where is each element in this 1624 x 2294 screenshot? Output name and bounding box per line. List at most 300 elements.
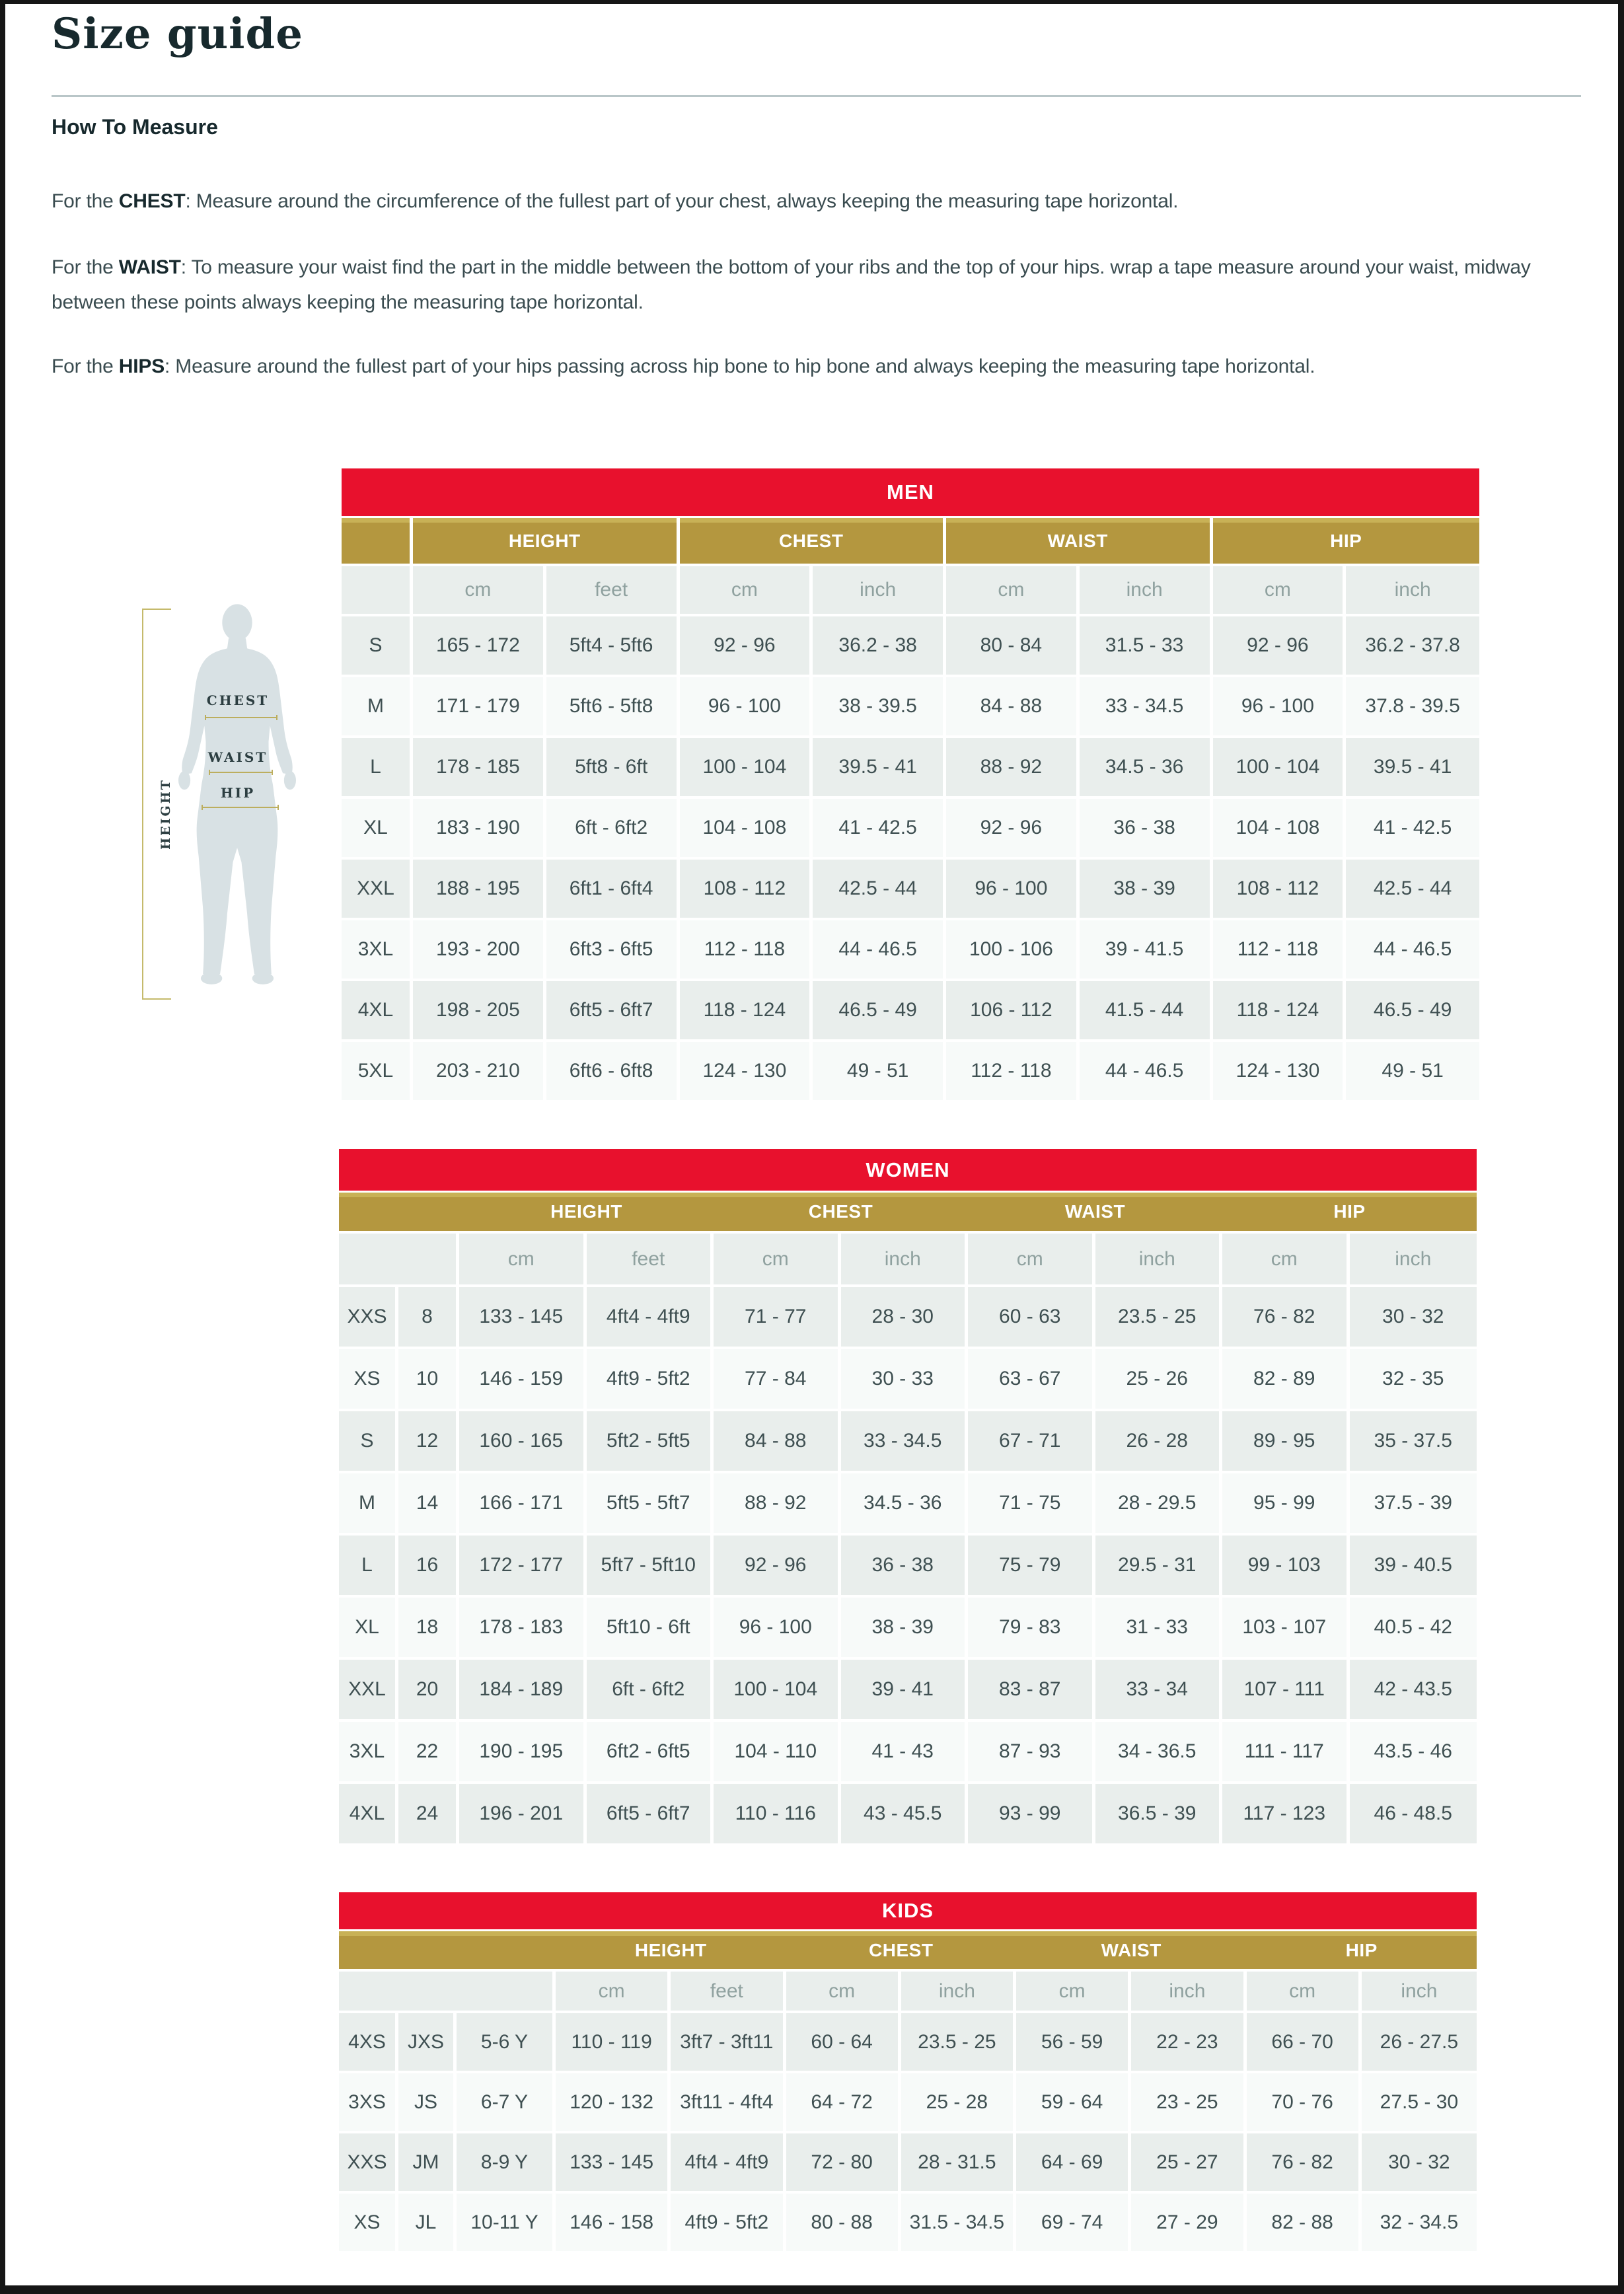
women-size-cell: 22 — [398, 1722, 459, 1784]
women-table-row — [339, 1287, 1477, 1349]
kids-size-cell: 5-6 Y — [457, 2013, 556, 2073]
kids-value-cell: 27 - 29 — [1131, 2194, 1246, 2254]
kids-group-header-lead — [339, 1931, 556, 1972]
women-table-row — [339, 1536, 1477, 1598]
men-value-cell: 44 - 46.5 — [1346, 920, 1479, 981]
men-value-cell: 46.5 - 49 — [813, 981, 946, 1042]
kids-value-cell: 31.5 - 34.5 — [901, 2194, 1016, 2254]
hip-measure-line — [202, 807, 279, 808]
kids-value-cell: 25 - 27 — [1131, 2133, 1246, 2194]
kids-table-title: KIDS — [339, 1892, 1477, 1929]
kids-value-cell: 64 - 69 — [1016, 2133, 1131, 2194]
men-value-cell: 100 - 104 — [680, 738, 813, 799]
hip-measure-label: HIP — [220, 785, 256, 801]
men-value-cell: 49 - 51 — [813, 1042, 946, 1103]
women-value-cell: 63 - 67 — [968, 1349, 1095, 1411]
men-value-cell: 112 - 118 — [946, 1042, 1080, 1103]
women-value-cell: 178 - 183 — [459, 1598, 587, 1660]
men-value-cell: 104 - 108 — [680, 799, 813, 860]
men-value-cell: 36.2 - 37.8 — [1346, 616, 1479, 677]
men-size-table — [342, 468, 1479, 1103]
title-divider — [52, 95, 1581, 97]
men-value-cell: 39.5 - 41 — [1346, 738, 1479, 799]
women-value-cell: 93 - 99 — [968, 1784, 1095, 1846]
women-unit-label: inch — [841, 1234, 969, 1287]
kids-value-cell: 76 - 82 — [1247, 2133, 1362, 2194]
kids-value-cell: 28 - 31.5 — [901, 2133, 1016, 2194]
women-value-cell: 30 - 33 — [841, 1349, 969, 1411]
kids-group-header-height: HEIGHT — [556, 1931, 786, 1972]
men-value-cell: 92 - 96 — [680, 616, 813, 677]
women-value-cell: 76 - 82 — [1222, 1287, 1350, 1349]
men-value-cell: 112 - 118 — [680, 920, 813, 981]
women-table-row — [339, 1349, 1477, 1411]
kids-value-cell: 64 - 72 — [786, 2073, 901, 2133]
women-value-cell: 88 - 92 — [714, 1473, 841, 1536]
women-unit-label: cm — [714, 1234, 841, 1287]
men-size-cell: L — [342, 738, 413, 799]
women-size-cell: XXL — [339, 1660, 398, 1722]
men-value-cell: 36 - 38 — [1080, 799, 1213, 860]
women-value-cell: 146 - 159 — [459, 1349, 587, 1411]
men-table-row — [342, 920, 1479, 981]
kids-value-cell: 25 - 28 — [901, 2073, 1016, 2133]
women-value-cell: 77 - 84 — [714, 1349, 841, 1411]
men-value-cell: 44 - 46.5 — [1080, 1042, 1213, 1103]
women-value-cell: 25 - 26 — [1095, 1349, 1223, 1411]
women-value-cell: 87 - 93 — [968, 1722, 1095, 1784]
waist-measure-label: WAIST — [207, 749, 268, 765]
men-table-row — [342, 860, 1479, 920]
women-value-cell: 99 - 103 — [1222, 1536, 1350, 1598]
men-value-cell: 188 - 195 — [413, 860, 546, 920]
women-value-cell: 31 - 33 — [1095, 1598, 1223, 1660]
women-value-cell: 5ft2 - 5ft5 — [587, 1411, 714, 1473]
women-size-cell: 20 — [398, 1660, 459, 1722]
men-value-cell: 46.5 - 49 — [1346, 981, 1479, 1042]
kids-size-cell: 4XS — [339, 2013, 398, 2073]
men-value-cell: 33 - 34.5 — [1080, 677, 1213, 738]
women-table-row — [339, 1660, 1477, 1722]
men-size-cell: S — [342, 616, 413, 677]
women-value-cell: 104 - 110 — [714, 1722, 841, 1784]
kids-value-cell: 26 - 27.5 — [1362, 2013, 1477, 2073]
women-value-cell: 36.5 - 39 — [1095, 1784, 1223, 1846]
women-value-cell: 43 - 45.5 — [841, 1784, 969, 1846]
men-unit-label: cm — [413, 566, 546, 616]
women-size-cell: 14 — [398, 1473, 459, 1536]
women-value-cell: 5ft5 - 5ft7 — [587, 1473, 714, 1536]
men-group-header-lead — [342, 518, 413, 566]
women-value-cell: 190 - 195 — [459, 1722, 587, 1784]
men-value-cell: 92 - 96 — [946, 799, 1080, 860]
men-unit-label: cm — [1213, 566, 1347, 616]
men-group-header-waist: WAIST — [946, 518, 1213, 566]
women-value-cell: 39 - 41 — [841, 1660, 969, 1722]
men-unit-label: inch — [813, 566, 946, 616]
men-size-cell: M — [342, 677, 413, 738]
women-value-cell: 46 - 48.5 — [1350, 1784, 1477, 1846]
men-value-cell: 118 - 124 — [1213, 981, 1347, 1042]
women-value-cell: 75 - 79 — [968, 1536, 1095, 1598]
women-value-cell: 28 - 29.5 — [1095, 1473, 1223, 1536]
waist-instruction-text: : To measure your waist find the part in the middle between the bottom of your ribs and the top of your hips. wrap a tape measure around your waist, midway between these points always keeping the measuring tape horizontal. — [52, 256, 1531, 313]
chest-measure-label: CHEST — [206, 692, 270, 708]
men-group-header-chest: CHEST — [680, 518, 947, 566]
women-value-cell: 34.5 - 36 — [841, 1473, 969, 1536]
women-group-header-lead — [339, 1193, 459, 1234]
men-value-cell: 96 - 100 — [946, 860, 1080, 920]
men-value-cell: 5ft4 - 5ft6 — [546, 616, 680, 677]
men-value-cell: 5ft6 - 5ft8 — [546, 677, 680, 738]
men-value-cell: 112 - 118 — [1213, 920, 1347, 981]
men-unit-label: inch — [1080, 566, 1213, 616]
kids-value-cell: 27.5 - 30 — [1362, 2073, 1477, 2133]
men-value-cell: 41 - 42.5 — [1346, 799, 1479, 860]
men-value-cell: 84 - 88 — [946, 677, 1080, 738]
hips-instruction-label: HIPS — [118, 355, 165, 377]
height-measure-label: HEIGHT — [158, 778, 173, 850]
women-value-cell: 40.5 - 42 — [1350, 1598, 1477, 1660]
women-table-row — [339, 1411, 1477, 1473]
women-value-cell: 38 - 39 — [841, 1598, 969, 1660]
men-value-cell: 5ft8 - 6ft — [546, 738, 680, 799]
men-value-cell: 42.5 - 44 — [813, 860, 946, 920]
kids-value-cell: 56 - 59 — [1016, 2013, 1131, 2073]
men-value-cell: 124 - 130 — [680, 1042, 813, 1103]
women-table-grid — [339, 1193, 1477, 1846]
kids-unit-label: feet — [671, 1972, 786, 2013]
women-value-cell: 92 - 96 — [714, 1536, 841, 1598]
women-value-cell: 4ft4 - 4ft9 — [587, 1287, 714, 1349]
kids-size-cell: XS — [339, 2194, 398, 2254]
chest-measure-line — [205, 717, 277, 718]
men-value-cell: 41 - 42.5 — [813, 799, 946, 860]
men-value-cell: 88 - 92 — [946, 738, 1080, 799]
women-value-cell: 89 - 95 — [1222, 1411, 1350, 1473]
chest-instruction — [52, 184, 1578, 219]
men-units-lead — [342, 566, 413, 616]
waist-instruction-prefix: For the — [52, 256, 119, 278]
women-value-cell: 83 - 87 — [968, 1660, 1095, 1722]
kids-unit-label: cm — [1247, 1972, 1362, 2013]
kids-value-cell: 72 - 80 — [786, 2133, 901, 2194]
women-table-row — [339, 1473, 1477, 1536]
women-value-cell: 111 - 117 — [1222, 1722, 1350, 1784]
men-value-cell: 108 - 112 — [680, 860, 813, 920]
kids-table-row — [339, 2133, 1477, 2194]
women-size-cell: M — [339, 1473, 398, 1536]
chest-instruction-label: CHEST — [118, 190, 186, 212]
hips-instruction-prefix: For the — [52, 355, 119, 377]
women-value-cell: 71 - 77 — [714, 1287, 841, 1349]
how-to-measure-heading: How To Measure — [52, 115, 218, 139]
kids-value-cell: 66 - 70 — [1247, 2013, 1362, 2073]
women-value-cell: 107 - 111 — [1222, 1660, 1350, 1722]
kids-size-table — [339, 1892, 1477, 2254]
chest-instruction-prefix: For the — [52, 190, 119, 212]
kids-table-row — [339, 2194, 1477, 2254]
women-group-header-height: HEIGHT — [459, 1193, 714, 1234]
page-title: Size guide — [52, 9, 303, 59]
women-value-cell: 36 - 38 — [841, 1536, 969, 1598]
men-value-cell: 198 - 205 — [413, 981, 546, 1042]
women-size-cell: 8 — [398, 1287, 459, 1349]
women-value-cell: 95 - 99 — [1222, 1473, 1350, 1536]
women-table-row — [339, 1784, 1477, 1846]
height-measure-line — [142, 609, 173, 1000]
men-value-cell: 171 - 179 — [413, 677, 546, 738]
women-value-cell: 71 - 75 — [968, 1473, 1095, 1536]
men-value-cell: 34.5 - 36 — [1080, 738, 1213, 799]
men-value-cell: 80 - 84 — [946, 616, 1080, 677]
kids-size-cell: JXS — [398, 2013, 457, 2073]
men-value-cell: 39.5 - 41 — [813, 738, 946, 799]
men-table-row — [342, 981, 1479, 1042]
women-unit-label: cm — [968, 1234, 1095, 1287]
men-value-cell: 6ft6 - 6ft8 — [546, 1042, 680, 1103]
women-value-cell: 117 - 123 — [1222, 1784, 1350, 1846]
women-value-cell: 37.5 - 39 — [1350, 1473, 1477, 1536]
men-value-cell: 39 - 41.5 — [1080, 920, 1213, 981]
men-unit-label: cm — [680, 566, 813, 616]
women-units-lead — [339, 1234, 459, 1287]
kids-units-lead — [339, 1972, 556, 2013]
kids-unit-label: cm — [1016, 1972, 1131, 2013]
women-value-cell: 84 - 88 — [714, 1411, 841, 1473]
women-value-cell: 172 - 177 — [459, 1536, 587, 1598]
men-value-cell: 124 - 130 — [1213, 1042, 1347, 1103]
kids-value-cell: 32 - 34.5 — [1362, 2194, 1477, 2254]
kids-unit-label: inch — [1131, 1972, 1246, 2013]
men-unit-label: inch — [1346, 566, 1479, 616]
women-value-cell: 35 - 37.5 — [1350, 1411, 1477, 1473]
men-value-cell: 100 - 104 — [1213, 738, 1347, 799]
kids-unit-label: cm — [556, 1972, 671, 2013]
women-value-cell: 6ft5 - 6ft7 — [587, 1784, 714, 1846]
men-table-row — [342, 677, 1479, 738]
men-table-row — [342, 616, 1479, 677]
men-size-cell: 5XL — [342, 1042, 413, 1103]
women-unit-label: cm — [459, 1234, 587, 1287]
men-value-cell: 41.5 - 44 — [1080, 981, 1213, 1042]
women-size-table — [339, 1149, 1477, 1846]
kids-value-cell: 82 - 88 — [1247, 2194, 1362, 2254]
men-table-row — [342, 738, 1479, 799]
kids-unit-label: inch — [1362, 1972, 1477, 2013]
kids-size-cell: JM — [398, 2133, 457, 2194]
men-value-cell: 193 - 200 — [413, 920, 546, 981]
women-value-cell: 33 - 34 — [1095, 1660, 1223, 1722]
women-value-cell: 196 - 201 — [459, 1784, 587, 1846]
kids-size-cell: 8-9 Y — [457, 2133, 556, 2194]
men-table-title: MEN — [342, 468, 1479, 516]
women-value-cell: 160 - 165 — [459, 1411, 587, 1473]
women-value-cell: 5ft7 - 5ft10 — [587, 1536, 714, 1598]
kids-value-cell: 23.5 - 25 — [901, 2013, 1016, 2073]
women-value-cell: 184 - 189 — [459, 1660, 587, 1722]
women-value-cell: 30 - 32 — [1350, 1287, 1477, 1349]
kids-value-cell: 60 - 64 — [786, 2013, 901, 2073]
women-table-title: WOMEN — [339, 1149, 1477, 1191]
men-value-cell: 183 - 190 — [413, 799, 546, 860]
women-size-cell: 12 — [398, 1411, 459, 1473]
men-value-cell: 96 - 100 — [1213, 677, 1347, 738]
men-value-cell: 118 - 124 — [680, 981, 813, 1042]
women-value-cell: 133 - 145 — [459, 1287, 587, 1349]
men-value-cell: 37.8 - 39.5 — [1346, 677, 1479, 738]
women-group-header-chest: CHEST — [714, 1193, 968, 1234]
kids-value-cell: 4ft4 - 4ft9 — [671, 2133, 786, 2194]
women-size-cell: 10 — [398, 1349, 459, 1411]
women-unit-label: cm — [1222, 1234, 1350, 1287]
kids-value-cell: 22 - 23 — [1131, 2013, 1246, 2073]
kids-value-cell: 4ft9 - 5ft2 — [671, 2194, 786, 2254]
men-value-cell: 96 - 100 — [680, 677, 813, 738]
women-value-cell: 33 - 34.5 — [841, 1411, 969, 1473]
waist-instruction-label: WAIST — [118, 256, 181, 278]
kids-table-row — [339, 2013, 1477, 2073]
men-value-cell: 6ft1 - 6ft4 — [546, 860, 680, 920]
chest-instruction-text: : Measure around the circumference of the fullest part of your chest, always keeping the measuring tape horizontal. — [185, 190, 1179, 212]
kids-table-grid — [339, 1931, 1477, 2254]
women-value-cell: 4ft9 - 5ft2 — [587, 1349, 714, 1411]
women-size-cell: 3XL — [339, 1722, 398, 1784]
women-value-cell: 32 - 35 — [1350, 1349, 1477, 1411]
kids-value-cell: 70 - 76 — [1247, 2073, 1362, 2133]
kids-size-cell: 6-7 Y — [457, 2073, 556, 2133]
women-table-row — [339, 1598, 1477, 1660]
women-table-row — [339, 1722, 1477, 1784]
men-unit-label: cm — [946, 566, 1080, 616]
men-value-cell: 49 - 51 — [1346, 1042, 1479, 1103]
kids-value-cell: 80 - 88 — [786, 2194, 901, 2254]
women-value-cell: 6ft - 6ft2 — [587, 1660, 714, 1722]
kids-table-row — [339, 2073, 1477, 2133]
kids-value-cell: 3ft11 - 4ft4 — [671, 2073, 786, 2133]
men-value-cell: 106 - 112 — [946, 981, 1080, 1042]
women-value-cell: 39 - 40.5 — [1350, 1536, 1477, 1598]
men-size-cell: XL — [342, 799, 413, 860]
women-group-header-waist: WAIST — [968, 1193, 1222, 1234]
women-size-cell: S — [339, 1411, 398, 1473]
men-value-cell: 31.5 - 33 — [1080, 616, 1213, 677]
women-size-cell: 18 — [398, 1598, 459, 1660]
hips-instruction — [52, 349, 1578, 384]
kids-value-cell: 146 - 158 — [556, 2194, 671, 2254]
men-group-header-height: HEIGHT — [413, 518, 680, 566]
kids-value-cell: 120 - 132 — [556, 2073, 671, 2133]
women-value-cell: 23.5 - 25 — [1095, 1287, 1223, 1349]
women-size-cell: 16 — [398, 1536, 459, 1598]
women-size-cell: L — [339, 1536, 398, 1598]
men-value-cell: 6ft5 - 6ft7 — [546, 981, 680, 1042]
women-value-cell: 110 - 116 — [714, 1784, 841, 1846]
women-value-cell: 79 - 83 — [968, 1598, 1095, 1660]
women-value-cell: 82 - 89 — [1222, 1349, 1350, 1411]
women-value-cell: 26 - 28 — [1095, 1411, 1223, 1473]
men-value-cell: 6ft - 6ft2 — [546, 799, 680, 860]
women-size-cell: XL — [339, 1598, 398, 1660]
kids-value-cell: 3ft7 - 3ft11 — [671, 2013, 786, 2073]
kids-size-cell: JL — [398, 2194, 457, 2254]
men-table-row — [342, 1042, 1479, 1103]
men-value-cell: 203 - 210 — [413, 1042, 546, 1103]
men-value-cell: 6ft3 - 6ft5 — [546, 920, 680, 981]
men-table-row — [342, 799, 1479, 860]
women-value-cell: 42 - 43.5 — [1350, 1660, 1477, 1722]
women-size-cell: 24 — [398, 1784, 459, 1846]
kids-value-cell: 133 - 145 — [556, 2133, 671, 2194]
men-size-cell: 4XL — [342, 981, 413, 1042]
men-value-cell: 165 - 172 — [413, 616, 546, 677]
men-value-cell: 108 - 112 — [1213, 860, 1347, 920]
kids-size-cell: 3XS — [339, 2073, 398, 2133]
kids-size-cell: JS — [398, 2073, 457, 2133]
kids-group-header-hip: HIP — [1247, 1931, 1477, 1972]
waist-measure-line — [209, 772, 273, 773]
women-size-cell: XS — [339, 1349, 398, 1411]
kids-value-cell: 69 - 74 — [1016, 2194, 1131, 2254]
women-value-cell: 29.5 - 31 — [1095, 1536, 1223, 1598]
women-value-cell: 100 - 104 — [714, 1660, 841, 1722]
women-value-cell: 96 - 100 — [714, 1598, 841, 1660]
women-value-cell: 5ft10 - 6ft — [587, 1598, 714, 1660]
men-value-cell: 42.5 - 44 — [1346, 860, 1479, 920]
men-table-grid — [342, 518, 1479, 1103]
body-silhouette-image — [166, 604, 309, 1006]
women-value-cell: 34 - 36.5 — [1095, 1722, 1223, 1784]
women-unit-label: inch — [1095, 1234, 1223, 1287]
kids-value-cell: 110 - 119 — [556, 2013, 671, 2073]
waist-instruction — [52, 250, 1578, 320]
men-value-cell: 44 - 46.5 — [813, 920, 946, 981]
kids-value-cell: 23 - 25 — [1131, 2073, 1246, 2133]
men-value-cell: 92 - 96 — [1213, 616, 1347, 677]
women-value-cell: 166 - 171 — [459, 1473, 587, 1536]
kids-size-cell: 10-11 Y — [457, 2194, 556, 2254]
women-value-cell: 6ft2 - 6ft5 — [587, 1722, 714, 1784]
women-group-header-hip: HIP — [1222, 1193, 1477, 1234]
men-value-cell: 100 - 106 — [946, 920, 1080, 981]
women-value-cell: 103 - 107 — [1222, 1598, 1350, 1660]
kids-value-cell: 59 - 64 — [1016, 2073, 1131, 2133]
men-value-cell: 38 - 39.5 — [813, 677, 946, 738]
women-value-cell: 60 - 63 — [968, 1287, 1095, 1349]
kids-value-cell: 30 - 32 — [1362, 2133, 1477, 2194]
men-group-header-hip: HIP — [1213, 518, 1480, 566]
men-unit-label: feet — [546, 566, 680, 616]
women-value-cell: 67 - 71 — [968, 1411, 1095, 1473]
men-value-cell: 36.2 - 38 — [813, 616, 946, 677]
measurement-figure — [104, 592, 355, 1021]
women-value-cell: 28 - 30 — [841, 1287, 969, 1349]
women-unit-label: inch — [1350, 1234, 1477, 1287]
women-size-cell: XXS — [339, 1287, 398, 1349]
men-size-cell: XXL — [342, 860, 413, 920]
men-value-cell: 104 - 108 — [1213, 799, 1347, 860]
women-value-cell: 43.5 - 46 — [1350, 1722, 1477, 1784]
kids-group-header-waist: WAIST — [1016, 1931, 1247, 1972]
women-value-cell: 41 - 43 — [841, 1722, 969, 1784]
kids-unit-label: cm — [786, 1972, 901, 2013]
kids-group-header-chest: CHEST — [786, 1931, 1017, 1972]
kids-size-cell: XXS — [339, 2133, 398, 2194]
women-size-cell: 4XL — [339, 1784, 398, 1846]
men-size-cell: 3XL — [342, 920, 413, 981]
men-value-cell: 38 - 39 — [1080, 860, 1213, 920]
men-value-cell: 178 - 185 — [413, 738, 546, 799]
